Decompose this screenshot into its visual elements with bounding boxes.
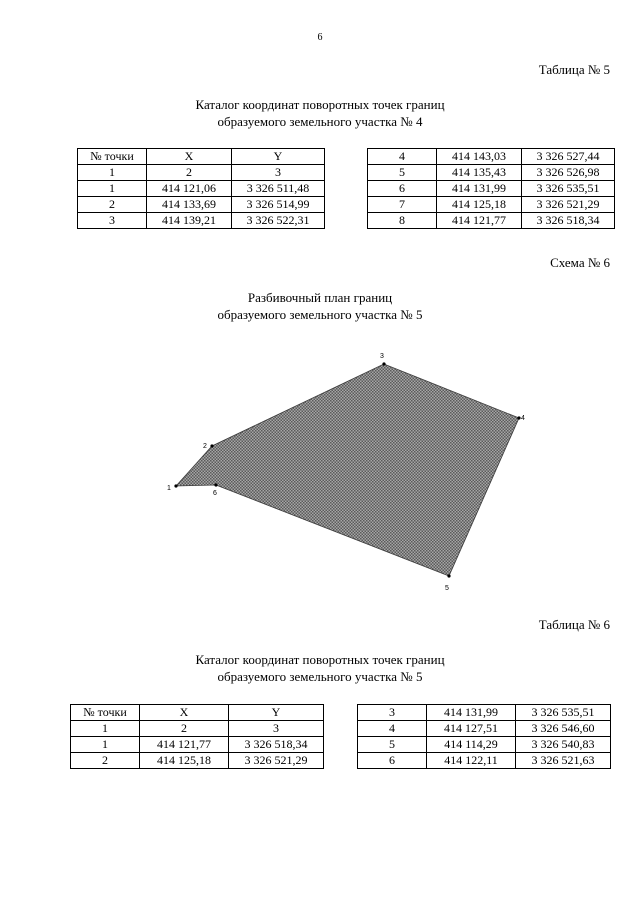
scheme6-title-line2: образуемого земельного участка № 5 [217, 307, 423, 322]
table-cell: 3 326 518,34 [229, 737, 324, 753]
table6-title [0, 651, 640, 685]
table-cell: 3 326 521,29 [522, 197, 615, 213]
table-cell: 3 326 521,63 [516, 753, 611, 769]
table-row [358, 753, 611, 769]
header-x: X [140, 705, 229, 721]
table-cell: 414 131,99 [437, 181, 522, 197]
table-cell: 1 [71, 721, 140, 737]
table-row [368, 181, 615, 197]
table-cell: 3 326 522,31 [232, 213, 325, 229]
table-row [78, 213, 325, 229]
table-cell: 414 139,21 [147, 213, 232, 229]
table-cell: 414 121,06 [147, 181, 232, 197]
table5-title-line1: Каталог координат поворотных точек границ [195, 97, 445, 112]
table-cell: 3 [78, 213, 147, 229]
table-row [368, 197, 615, 213]
table-cell: 8 [368, 213, 437, 229]
table-cell: 3 326 527,44 [522, 149, 615, 165]
table-cell: 3 326 518,34 [522, 213, 615, 229]
table6-left [70, 704, 324, 769]
table-cell: 414 125,18 [140, 753, 229, 769]
table5-right [367, 148, 615, 229]
scheme6-title-line1: Разбивочный план границ [247, 290, 393, 305]
vertex-2-label: 2 [203, 443, 207, 450]
table-cell: 6 [368, 181, 437, 197]
table-row [71, 753, 324, 769]
table-row [358, 705, 611, 721]
parcel-polygon [176, 364, 519, 576]
vertex-5-marker [447, 574, 450, 577]
table-cell: 2 [140, 721, 229, 737]
vertex-6-label: 6 [213, 490, 217, 497]
header-point-number: № точки [71, 705, 140, 721]
table-row [368, 149, 615, 165]
table-cell: 414 143,03 [437, 149, 522, 165]
vertex-6-marker [214, 483, 217, 486]
table-row [78, 197, 325, 213]
column-number-row [78, 165, 325, 181]
vertex-1-marker [174, 484, 177, 487]
table5-title [0, 96, 640, 130]
table-cell: 414 121,77 [140, 737, 229, 753]
page-number: 6 [317, 32, 323, 43]
table6-title-line2: образуемого земельного участка № 5 [217, 669, 423, 684]
table-cell: 1 [71, 737, 140, 753]
table-cell: 3 326 514,99 [232, 197, 325, 213]
vertex-3-marker [382, 362, 385, 365]
table-cell: 3 [358, 705, 427, 721]
table-cell: 3 326 540,83 [516, 737, 611, 753]
table-cell: 2 [147, 165, 232, 181]
header-y: Y [229, 705, 324, 721]
table-header-row [71, 705, 324, 721]
table-cell: 3 [232, 165, 325, 181]
table5-label: Таблица № 5 [538, 62, 610, 77]
scheme6-title [0, 289, 640, 323]
table-cell: 414 131,99 [427, 705, 516, 721]
table-cell: 3 326 526,98 [522, 165, 615, 181]
table-cell: 3 326 546,60 [516, 721, 611, 737]
header-y: Y [232, 149, 325, 165]
table-row [368, 165, 615, 181]
table-row [71, 737, 324, 753]
table5-left [77, 148, 325, 229]
header-point-number: № точки [78, 149, 147, 165]
table-cell: 3 326 535,51 [516, 705, 611, 721]
table6-right [357, 704, 611, 769]
table-cell: 4 [368, 149, 437, 165]
table-cell: 4 [358, 721, 427, 737]
vertex-4-label: 4 [521, 415, 525, 422]
table-row [358, 737, 611, 753]
vertex-5-label: 5 [445, 585, 449, 592]
table-cell: 1 [78, 181, 147, 197]
vertex-2-marker [210, 444, 213, 447]
table-row [78, 181, 325, 197]
scheme6-label: Схема № 6 [550, 255, 610, 270]
table-cell: 1 [78, 165, 147, 181]
table-cell: 6 [358, 753, 427, 769]
table-cell: 3 326 511,48 [232, 181, 325, 197]
table-cell: 3 326 521,29 [229, 753, 324, 769]
vertex-1-label: 1 [167, 485, 171, 492]
table-cell: 414 121,77 [437, 213, 522, 229]
table6-label: Таблица № 6 [538, 617, 610, 632]
table-row [368, 213, 615, 229]
table-cell: 414 127,51 [427, 721, 516, 737]
table-cell: 414 114,29 [427, 737, 516, 753]
table-row [358, 721, 611, 737]
vertex-3-label: 3 [380, 353, 384, 360]
parcel-plan-diagram [0, 340, 640, 600]
table-header-row [78, 149, 325, 165]
table-cell: 5 [358, 737, 427, 753]
table5-title-line2: образуемого земельного участка № 4 [217, 114, 423, 129]
table-cell: 2 [78, 197, 147, 213]
table-cell: 414 133,69 [147, 197, 232, 213]
table-cell: 3 [229, 721, 324, 737]
column-number-row [71, 721, 324, 737]
table-cell: 7 [368, 197, 437, 213]
table-cell: 5 [368, 165, 437, 181]
table-cell: 3 326 535,51 [522, 181, 615, 197]
table-cell: 414 122,11 [427, 753, 516, 769]
table-cell: 414 135,43 [437, 165, 522, 181]
header-x: X [147, 149, 232, 165]
table-cell: 414 125,18 [437, 197, 522, 213]
table-cell: 2 [71, 753, 140, 769]
table6-title-line1: Каталог координат поворотных точек границ [195, 652, 445, 667]
